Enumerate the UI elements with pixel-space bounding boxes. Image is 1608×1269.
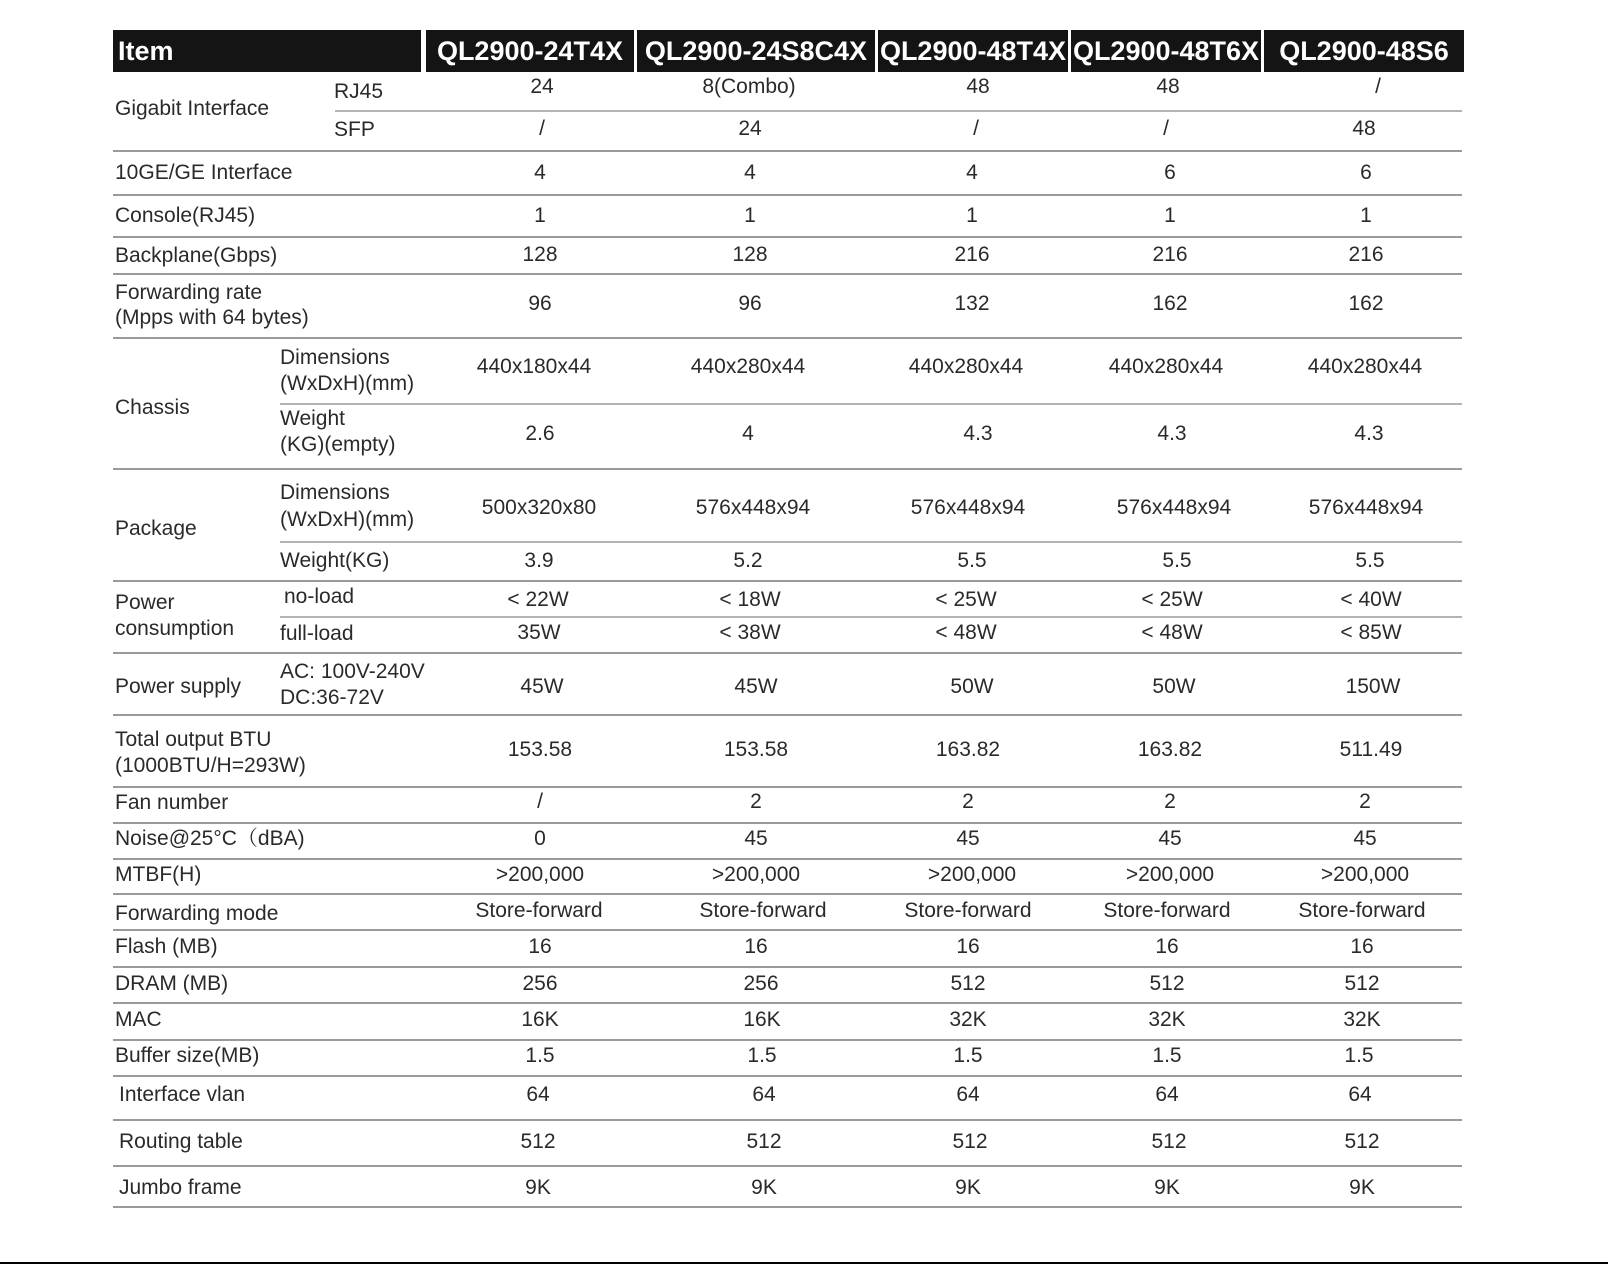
label-chassis-dim-2: (WxDxH)(mm) xyxy=(280,372,415,395)
cell-full-load-3: < 48W xyxy=(935,621,997,644)
cell-vlan-5: 64 xyxy=(1348,1083,1372,1106)
row-divider xyxy=(113,468,1462,470)
cell-rj45-2: 8(Combo) xyxy=(702,75,796,98)
cell-forwarding-rate-3: 132 xyxy=(954,292,990,315)
label-chassis: Chassis xyxy=(115,396,190,419)
cell-backplane-3: 216 xyxy=(954,243,990,266)
cell-buffer-3: 1.5 xyxy=(953,1044,983,1067)
label-fan: Fan number xyxy=(115,791,229,814)
row-divider xyxy=(113,1119,1462,1121)
cell-power-supply-2: 45W xyxy=(734,675,778,698)
cell-noise-5: 45 xyxy=(1353,827,1377,850)
cell-chassis-weight-5: 4.3 xyxy=(1354,422,1384,445)
cell-mtbf-2: >200,000 xyxy=(711,863,801,886)
cell-jumbo-4: 9K xyxy=(1154,1176,1180,1199)
cell-flash-2: 16 xyxy=(744,935,768,958)
cell-chassis-weight-3: 4.3 xyxy=(963,422,993,445)
cell-power-supply-4: 50W xyxy=(1152,675,1196,698)
row-divider xyxy=(280,616,1462,618)
cell-console-4: 1 xyxy=(1164,204,1176,227)
cell-backplane-5: 216 xyxy=(1348,243,1384,266)
cell-vlan-4: 64 xyxy=(1155,1083,1179,1106)
label-power-consumption-1: Power xyxy=(115,591,175,614)
label-flash: Flash (MB) xyxy=(115,935,218,958)
label-no-load: no-load xyxy=(284,585,355,608)
cell-ten-ge-3: 4 xyxy=(966,161,978,184)
row-divider xyxy=(113,822,1462,824)
row-divider xyxy=(113,966,1462,968)
cell-full-load-2: < 38W xyxy=(719,621,781,644)
cell-mac-3: 32K xyxy=(949,1008,987,1031)
row-divider xyxy=(113,1075,1462,1077)
label-package-weight: Weight(KG) xyxy=(280,549,390,572)
label-sfp: SFP xyxy=(334,118,375,141)
cell-console-1: 1 xyxy=(534,204,546,227)
row-divider xyxy=(113,1039,1462,1041)
cell-jumbo-5: 9K xyxy=(1349,1176,1375,1199)
cell-ten-ge-5: 6 xyxy=(1360,161,1372,184)
cell-forwarding-mode-2: Store-forward xyxy=(699,899,827,922)
label-btu-1: Total output BTU xyxy=(115,728,272,751)
cell-noise-1: 0 xyxy=(534,827,546,850)
label-chassis-weight-2: (KG)(empty) xyxy=(280,433,396,456)
row-divider xyxy=(335,110,1462,112)
cell-sfp-4: / xyxy=(1163,117,1169,140)
cell-full-load-4: < 48W xyxy=(1141,621,1203,644)
cell-dram-3: 512 xyxy=(950,972,986,995)
cell-jumbo-3: 9K xyxy=(955,1176,981,1199)
cell-btu-1: 153.58 xyxy=(507,738,573,761)
cell-vlan-3: 64 xyxy=(956,1083,980,1106)
label-forwarding-rate-1: Forwarding rate xyxy=(115,281,263,304)
cell-forwarding-mode-4: Store-forward xyxy=(1103,899,1231,922)
cell-vlan-2: 64 xyxy=(752,1083,776,1106)
cell-jumbo-1: 9K xyxy=(525,1176,551,1199)
row-divider xyxy=(113,580,1462,582)
page-bottom-rule xyxy=(0,1262,1608,1264)
row-divider xyxy=(113,858,1462,860)
cell-sfp-3: / xyxy=(973,117,979,140)
cell-noise-2: 45 xyxy=(744,827,768,850)
cell-chassis-dim-1: 440x180x44 xyxy=(476,355,592,378)
row-divider xyxy=(113,337,1462,339)
cell-sfp-5: 48 xyxy=(1352,117,1376,140)
cell-ten-ge-2: 4 xyxy=(744,161,756,184)
cell-buffer-5: 1.5 xyxy=(1344,1044,1374,1067)
label-backplane: Backplane(Gbps) xyxy=(115,244,278,267)
label-forwarding-mode: Forwarding mode xyxy=(115,902,279,925)
cell-flash-3: 16 xyxy=(956,935,980,958)
label-chassis-weight-1: Weight xyxy=(280,407,345,430)
cell-full-load-1: 35W xyxy=(517,621,561,644)
row-divider xyxy=(113,194,1462,196)
cell-package-weight-4: 5.5 xyxy=(1162,549,1192,572)
cell-dram-5: 512 xyxy=(1344,972,1380,995)
cell-routing-4: 512 xyxy=(1151,1130,1187,1153)
label-mac: MAC xyxy=(115,1008,162,1031)
cell-forwarding-mode-3: Store-forward xyxy=(904,899,1032,922)
row-divider xyxy=(113,893,1462,895)
cell-console-2: 1 xyxy=(744,204,756,227)
row-divider xyxy=(113,273,1462,275)
label-console: Console(RJ45) xyxy=(115,204,256,227)
row-divider xyxy=(280,541,1462,543)
cell-buffer-1: 1.5 xyxy=(525,1044,555,1067)
label-gigabit-interface: Gigabit Interface xyxy=(115,97,270,120)
cell-mtbf-3: >200,000 xyxy=(927,863,1017,886)
cell-console-5: 1 xyxy=(1360,204,1372,227)
cell-fan-4: 2 xyxy=(1164,790,1176,813)
cell-flash-4: 16 xyxy=(1155,935,1179,958)
cell-dram-4: 512 xyxy=(1149,972,1185,995)
cell-routing-1: 512 xyxy=(520,1130,556,1153)
cell-chassis-weight-1: 2.6 xyxy=(525,422,555,445)
cell-mac-2: 16K xyxy=(743,1008,781,1031)
header-item-cell: Item xyxy=(113,30,421,72)
row-divider xyxy=(113,786,1462,788)
cell-routing-2: 512 xyxy=(746,1130,782,1153)
cell-noise-3: 45 xyxy=(956,827,980,850)
header-model-1: QL2900-24T4X xyxy=(426,30,634,72)
row-divider xyxy=(280,403,1462,405)
cell-no-load-1: < 22W xyxy=(507,588,569,611)
cell-mtbf-4: >200,000 xyxy=(1125,863,1215,886)
cell-noise-4: 45 xyxy=(1158,827,1182,850)
cell-no-load-5: < 40W xyxy=(1340,588,1402,611)
row-divider xyxy=(113,1206,1462,1208)
cell-no-load-2: < 18W xyxy=(719,588,781,611)
cell-console-3: 1 xyxy=(966,204,978,227)
label-noise: Noise@25°C（dBA) xyxy=(115,827,305,850)
cell-chassis-dim-2: 440x280x44 xyxy=(690,355,806,378)
cell-buffer-4: 1.5 xyxy=(1152,1044,1182,1067)
cell-package-dim-4: 576x448x94 xyxy=(1116,496,1232,519)
cell-no-load-3: < 25W xyxy=(935,588,997,611)
label-btu-2: (1000BTU/H=293W) xyxy=(115,754,306,777)
label-package: Package xyxy=(115,517,197,540)
cell-forwarding-rate-5: 162 xyxy=(1348,292,1384,315)
cell-power-supply-5: 150W xyxy=(1345,675,1401,698)
header-model-2: QL2900-24S8C4X xyxy=(637,30,875,72)
label-rj45: RJ45 xyxy=(334,80,384,103)
cell-package-dim-5: 576x448x94 xyxy=(1308,496,1424,519)
cell-forwarding-rate-2: 96 xyxy=(738,292,762,315)
row-divider xyxy=(113,652,1462,654)
cell-package-weight-3: 5.5 xyxy=(957,549,987,572)
row-divider xyxy=(113,1002,1462,1004)
label-ac: AC: 100V-240V xyxy=(280,660,425,683)
cell-power-supply-1: 45W xyxy=(520,675,564,698)
cell-sfp-2: 24 xyxy=(738,117,762,140)
cell-ten-ge-4: 6 xyxy=(1164,161,1176,184)
label-package-dim-1: Dimensions xyxy=(280,481,390,504)
cell-package-weight-1: 3.9 xyxy=(524,549,554,572)
label-package-dim-2: (WxDxH)(mm) xyxy=(280,508,415,531)
cell-package-dim-3: 576x448x94 xyxy=(910,496,1026,519)
label-mtbf: MTBF(H) xyxy=(115,863,202,886)
cell-mtbf-1: >200,000 xyxy=(495,863,585,886)
cell-mtbf-5: >200,000 xyxy=(1320,863,1410,886)
cell-dram-2: 256 xyxy=(743,972,779,995)
cell-chassis-weight-2: 4 xyxy=(742,422,754,445)
cell-rj45-5: / xyxy=(1375,75,1381,98)
cell-routing-3: 512 xyxy=(952,1130,988,1153)
cell-forwarding-mode-5: Store-forward xyxy=(1298,899,1426,922)
header-model-5: QL2900-48S6 xyxy=(1264,30,1464,72)
cell-ten-ge-1: 4 xyxy=(534,161,546,184)
cell-jumbo-2: 9K xyxy=(751,1176,777,1199)
cell-chassis-weight-4: 4.3 xyxy=(1157,422,1187,445)
cell-package-dim-1: 500x320x80 xyxy=(481,496,597,519)
label-power-consumption-2: consumption xyxy=(115,617,235,640)
row-divider xyxy=(113,1165,1462,1167)
cell-dram-1: 256 xyxy=(522,972,558,995)
cell-btu-3: 163.82 xyxy=(935,738,1001,761)
cell-package-weight-2: 5.2 xyxy=(733,549,763,572)
cell-chassis-dim-4: 440x280x44 xyxy=(1108,355,1224,378)
label-routing: Routing table xyxy=(119,1130,243,1153)
cell-rj45-4: 48 xyxy=(1156,75,1180,98)
label-chassis-dim-1: Dimensions xyxy=(280,346,390,369)
cell-backplane-2: 128 xyxy=(732,243,768,266)
label-vlan: Interface vlan xyxy=(119,1083,246,1106)
cell-mac-5: 32K xyxy=(1343,1008,1381,1031)
cell-btu-5: 511.49 xyxy=(1339,738,1403,761)
cell-buffer-2: 1.5 xyxy=(747,1044,777,1067)
cell-full-load-5: < 85W xyxy=(1340,621,1402,644)
cell-rj45-3: 48 xyxy=(966,75,990,98)
cell-forwarding-rate-4: 162 xyxy=(1152,292,1188,315)
cell-fan-1: / xyxy=(537,790,543,813)
cell-package-weight-5: 5.5 xyxy=(1355,549,1385,572)
label-dram: DRAM (MB) xyxy=(115,972,229,995)
label-buffer: Buffer size(MB) xyxy=(115,1044,260,1067)
cell-chassis-dim-3: 440x280x44 xyxy=(908,355,1024,378)
cell-package-dim-2: 576x448x94 xyxy=(695,496,811,519)
cell-no-load-4: < 25W xyxy=(1141,588,1203,611)
label-dc: DC:36-72V xyxy=(280,686,384,709)
row-divider xyxy=(113,929,1462,931)
cell-flash-5: 16 xyxy=(1350,935,1374,958)
cell-btu-2: 153.58 xyxy=(723,738,789,761)
cell-backplane-1: 128 xyxy=(522,243,558,266)
cell-vlan-1: 64 xyxy=(526,1083,550,1106)
cell-fan-5: 2 xyxy=(1359,790,1371,813)
cell-routing-5: 512 xyxy=(1344,1130,1380,1153)
label-ten-ge: 10GE/GE Interface xyxy=(115,161,293,184)
row-divider xyxy=(113,714,1462,716)
cell-flash-1: 16 xyxy=(528,935,552,958)
cell-fan-2: 2 xyxy=(750,790,762,813)
label-power-supply: Power supply xyxy=(115,675,242,698)
cell-forwarding-rate-1: 96 xyxy=(528,292,552,315)
label-jumbo: Jumbo frame xyxy=(119,1176,242,1199)
cell-chassis-dim-5: 440x280x44 xyxy=(1307,355,1423,378)
cell-btu-4: 163.82 xyxy=(1137,738,1203,761)
header-model-3: QL2900-48T4X xyxy=(878,30,1068,72)
cell-mac-4: 32K xyxy=(1148,1008,1186,1031)
label-forwarding-rate-2: (Mpps with 64 bytes) xyxy=(115,306,309,329)
cell-backplane-4: 216 xyxy=(1152,243,1188,266)
row-divider xyxy=(113,150,1462,152)
cell-rj45-1: 24 xyxy=(530,75,554,98)
cell-fan-3: 2 xyxy=(962,790,974,813)
cell-forwarding-mode-1: Store-forward xyxy=(475,899,603,922)
row-divider xyxy=(113,236,1462,238)
cell-mac-1: 16K xyxy=(521,1008,559,1031)
cell-power-supply-3: 50W xyxy=(950,675,994,698)
cell-sfp-1: / xyxy=(539,117,545,140)
label-full-load: full-load xyxy=(280,622,354,645)
header-model-4: QL2900-48T6X xyxy=(1071,30,1261,72)
